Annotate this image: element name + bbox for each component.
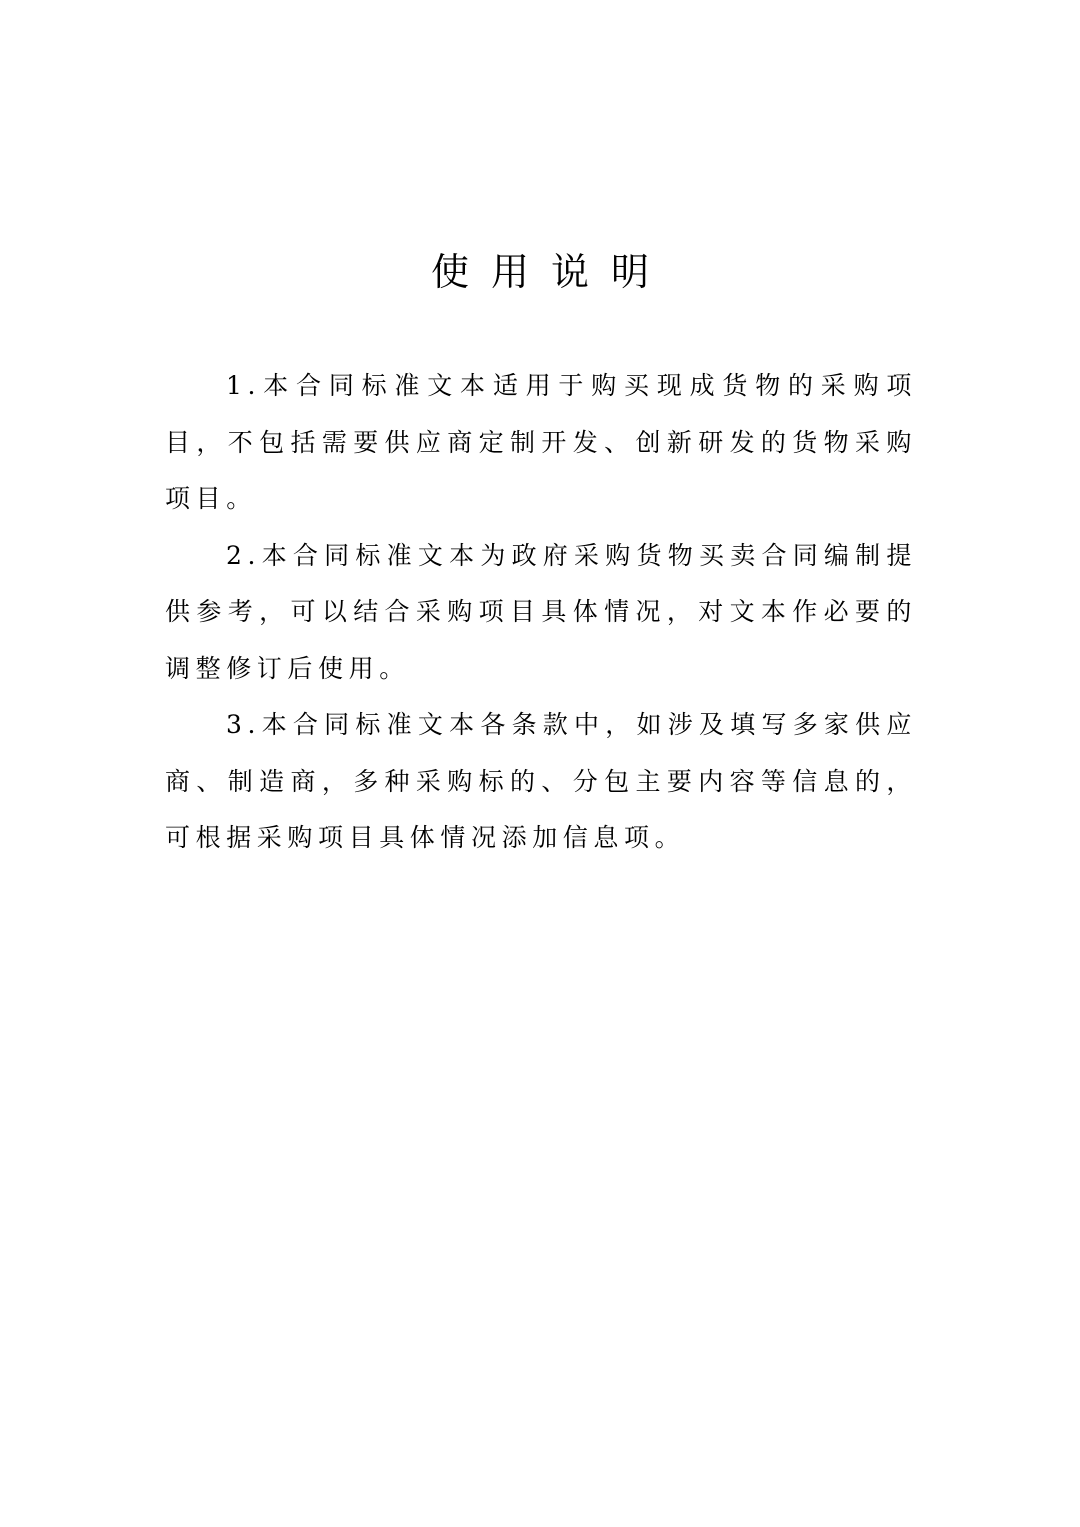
instruction-paragraph-3: 3.本合同标准文本各条款中，如涉及填写多家供应商、制造商，多种采购标的、分包主要内容等信息的，可根据采购项目具体情况添加信息项。	[165, 710, 917, 852]
page-title: 使用说明	[430, 250, 671, 294]
instruction-paragraph-1: 1.本合同标准文本适用于购买现成货物的采购项目，不包括需要供应商定制开发、创新研发的货物采购项目。	[165, 371, 917, 513]
instruction-paragraph-2: 2.本合同标准文本为政府采购货物买卖合同编制提供参考，可以结合采购项目具体情况，对文本作必要的调整修订后使用。	[165, 540, 917, 683]
instructions-body	[165, 358, 917, 867]
